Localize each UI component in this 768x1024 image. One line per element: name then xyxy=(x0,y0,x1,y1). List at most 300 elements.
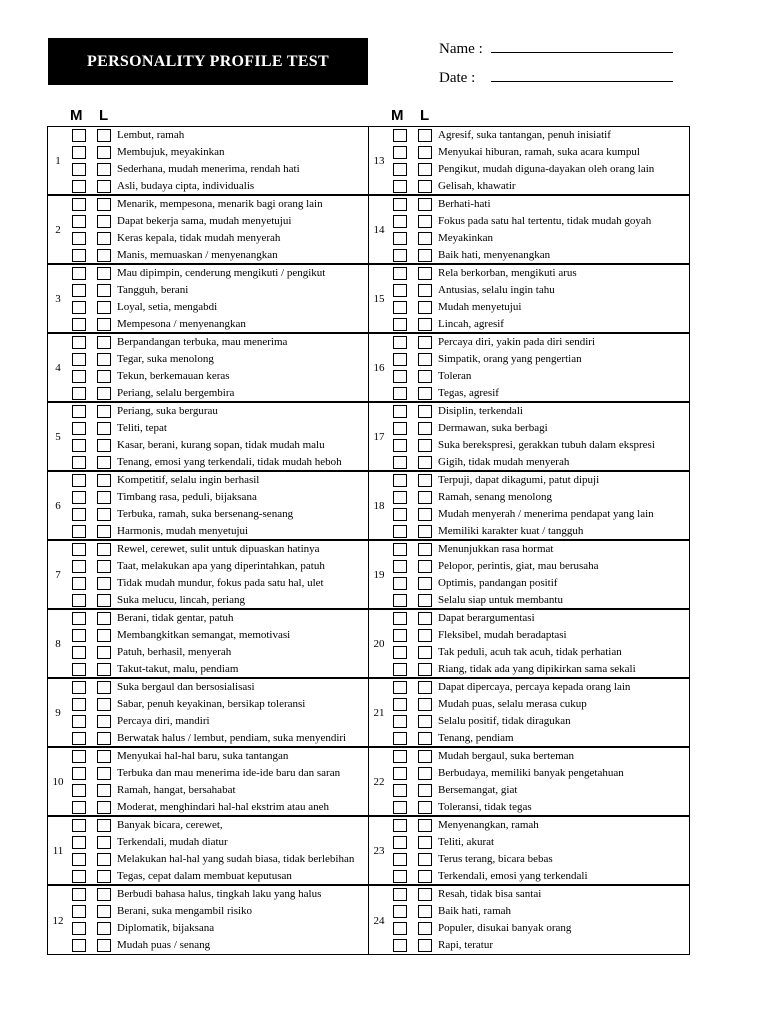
option-text: Teliti, tepat xyxy=(117,422,167,434)
most-checkbox[interactable] xyxy=(72,853,86,866)
group-number: 1 xyxy=(55,154,61,167)
most-checkbox[interactable] xyxy=(393,594,407,607)
least-checkbox[interactable] xyxy=(97,732,111,745)
least-checkbox[interactable] xyxy=(418,663,432,676)
least-checkbox[interactable] xyxy=(97,698,111,711)
least-checkbox[interactable] xyxy=(97,163,111,176)
least-checkbox[interactable] xyxy=(418,888,432,901)
least-checkbox[interactable] xyxy=(97,301,111,314)
option-row xyxy=(369,713,689,730)
least-checkbox[interactable] xyxy=(97,318,111,331)
most-checkbox[interactable] xyxy=(72,715,86,728)
question-group xyxy=(369,472,689,541)
most-checkbox[interactable] xyxy=(72,301,86,314)
most-checkbox[interactable] xyxy=(72,801,86,814)
least-checkbox[interactable] xyxy=(97,612,111,625)
most-checkbox[interactable] xyxy=(72,405,86,418)
most-checkbox[interactable] xyxy=(393,784,407,797)
most-checkbox[interactable] xyxy=(72,232,86,245)
least-checkbox[interactable] xyxy=(97,215,111,228)
most-checkbox[interactable] xyxy=(72,784,86,797)
option-row xyxy=(48,886,368,903)
most-checkbox[interactable] xyxy=(72,922,86,935)
most-checkbox[interactable] xyxy=(72,767,86,780)
option-text: Ramah, senang menolong xyxy=(438,491,552,503)
option-row xyxy=(369,368,689,385)
col-m-header-left: M xyxy=(70,107,83,124)
most-checkbox[interactable] xyxy=(393,698,407,711)
option-text: Membujuk, meyakinkan xyxy=(117,146,225,158)
most-checkbox[interactable] xyxy=(393,456,407,469)
option-row xyxy=(369,230,689,247)
most-checkbox[interactable] xyxy=(393,853,407,866)
option-row xyxy=(369,886,689,903)
most-checkbox[interactable] xyxy=(393,525,407,538)
most-checkbox[interactable] xyxy=(72,353,86,366)
option-text: Resah, tidak bisa santai xyxy=(438,888,542,900)
most-checkbox[interactable] xyxy=(393,129,407,142)
least-checkbox[interactable] xyxy=(97,474,111,487)
option-row xyxy=(48,730,368,747)
most-checkbox[interactable] xyxy=(393,180,407,193)
option-row xyxy=(369,661,689,678)
most-checkbox[interactable] xyxy=(72,370,86,383)
most-checkbox[interactable] xyxy=(393,922,407,935)
most-checkbox[interactable] xyxy=(72,129,86,142)
least-checkbox[interactable] xyxy=(97,767,111,780)
option-row xyxy=(48,575,368,592)
least-checkbox[interactable] xyxy=(418,405,432,418)
option-text: Banyak bicara, cerewet, xyxy=(117,819,223,831)
most-checkbox[interactable] xyxy=(72,750,86,763)
most-checkbox[interactable] xyxy=(72,508,86,521)
least-checkbox[interactable] xyxy=(418,819,432,832)
least-checkbox[interactable] xyxy=(97,267,111,280)
option-text: Lembut, ramah xyxy=(117,129,185,141)
question-group xyxy=(369,679,689,748)
least-checkbox[interactable] xyxy=(418,543,432,556)
most-checkbox[interactable] xyxy=(72,387,86,400)
most-checkbox[interactable] xyxy=(72,939,86,952)
least-checkbox[interactable] xyxy=(418,370,432,383)
least-checkbox[interactable] xyxy=(97,784,111,797)
option-text: Antusias, selalu ingin tahu xyxy=(438,284,555,296)
least-checkbox[interactable] xyxy=(97,663,111,676)
option-row xyxy=(369,454,689,471)
option-text: Mudah bergaul, suka berteman xyxy=(438,750,575,762)
question-group xyxy=(48,679,368,748)
option-row xyxy=(48,696,368,713)
option-row xyxy=(48,920,368,937)
option-text: Tegas, agresif xyxy=(438,387,499,399)
group-number: 15 xyxy=(373,292,385,305)
option-text: Menarik, mempesona, menarik bagi orang lain xyxy=(117,198,323,210)
most-checkbox[interactable] xyxy=(72,146,86,159)
most-checkbox[interactable] xyxy=(393,905,407,918)
option-text: Dapat dipercaya, percaya kepada orang lain xyxy=(438,681,631,693)
option-row xyxy=(369,541,689,558)
least-checkbox[interactable] xyxy=(97,284,111,297)
least-checkbox[interactable] xyxy=(97,629,111,642)
option-row xyxy=(48,748,368,765)
least-checkbox[interactable] xyxy=(418,629,432,642)
least-checkbox[interactable] xyxy=(97,836,111,849)
col-l-header-left: L xyxy=(99,107,109,124)
option-text: Loyal, setia, mengabdi xyxy=(117,301,218,313)
option-row xyxy=(48,437,368,454)
most-checkbox[interactable] xyxy=(393,646,407,659)
most-checkbox[interactable] xyxy=(72,474,86,487)
least-checkbox[interactable] xyxy=(97,715,111,728)
most-checkbox[interactable] xyxy=(393,284,407,297)
option-row xyxy=(369,644,689,661)
most-checkbox[interactable] xyxy=(72,336,86,349)
most-checkbox[interactable] xyxy=(72,888,86,901)
option-text: Pengikut, mudah diguna-dayakan oleh orang lain xyxy=(438,163,655,175)
question-group xyxy=(369,403,689,472)
most-checkbox[interactable] xyxy=(393,939,407,952)
most-checkbox[interactable] xyxy=(72,698,86,711)
least-checkbox[interactable] xyxy=(97,646,111,659)
least-checkbox[interactable] xyxy=(97,370,111,383)
least-checkbox[interactable] xyxy=(418,612,432,625)
most-checkbox[interactable] xyxy=(393,836,407,849)
option-row xyxy=(369,834,689,851)
option-text: Suka melucu, lincah, periang xyxy=(117,594,245,606)
question-group xyxy=(48,472,368,541)
most-checkbox[interactable] xyxy=(393,819,407,832)
question-group xyxy=(48,541,368,610)
least-checkbox[interactable] xyxy=(418,560,432,573)
least-checkbox[interactable] xyxy=(418,422,432,435)
most-checkbox[interactable] xyxy=(393,232,407,245)
least-checkbox[interactable] xyxy=(418,853,432,866)
least-checkbox[interactable] xyxy=(97,422,111,435)
least-checkbox[interactable] xyxy=(418,387,432,400)
option-text: Tenang, pendiam xyxy=(438,732,514,744)
most-checkbox[interactable] xyxy=(393,301,407,314)
least-checkbox[interactable] xyxy=(418,715,432,728)
most-checkbox[interactable] xyxy=(72,577,86,590)
option-row xyxy=(48,782,368,799)
most-checkbox[interactable] xyxy=(393,801,407,814)
most-checkbox[interactable] xyxy=(393,422,407,435)
least-checkbox[interactable] xyxy=(418,284,432,297)
least-checkbox[interactable] xyxy=(97,439,111,452)
question-table-left xyxy=(47,126,369,955)
most-checkbox[interactable] xyxy=(393,629,407,642)
option-text: Moderat, menghindari hal-hal ekstrim atau aneh xyxy=(117,801,329,813)
least-checkbox[interactable] xyxy=(97,508,111,521)
most-checkbox[interactable] xyxy=(393,870,407,883)
least-checkbox[interactable] xyxy=(418,336,432,349)
least-checkbox[interactable] xyxy=(418,525,432,538)
option-text: Mudah menyetujui xyxy=(438,301,522,313)
most-checkbox[interactable] xyxy=(72,732,86,745)
most-checkbox[interactable] xyxy=(393,163,407,176)
option-text: Percaya diri, mandiri xyxy=(117,715,210,727)
least-checkbox[interactable] xyxy=(97,336,111,349)
most-checkbox[interactable] xyxy=(72,594,86,607)
most-checkbox[interactable] xyxy=(72,422,86,435)
question-group xyxy=(48,196,368,265)
question-group xyxy=(369,127,689,196)
least-checkbox[interactable] xyxy=(97,405,111,418)
question-group xyxy=(369,334,689,403)
most-checkbox[interactable] xyxy=(393,474,407,487)
least-checkbox[interactable] xyxy=(97,129,111,142)
most-checkbox[interactable] xyxy=(72,646,86,659)
most-checkbox[interactable] xyxy=(393,267,407,280)
least-checkbox[interactable] xyxy=(418,474,432,487)
option-text: Rewel, cerewet, sulit untuk dipuaskan hatinya xyxy=(117,543,320,555)
least-checkbox[interactable] xyxy=(97,353,111,366)
least-checkbox[interactable] xyxy=(418,267,432,280)
option-row xyxy=(48,334,368,351)
least-checkbox[interactable] xyxy=(97,525,111,538)
group-number: 11 xyxy=(52,844,64,857)
least-checkbox[interactable] xyxy=(97,560,111,573)
least-checkbox[interactable] xyxy=(418,594,432,607)
least-checkbox[interactable] xyxy=(418,491,432,504)
option-text: Kompetitif, selalu ingin berhasil xyxy=(117,474,260,486)
least-checkbox[interactable] xyxy=(97,750,111,763)
most-checkbox[interactable] xyxy=(72,215,86,228)
option-row xyxy=(48,247,368,264)
most-checkbox[interactable] xyxy=(72,819,86,832)
least-checkbox[interactable] xyxy=(418,681,432,694)
least-checkbox[interactable] xyxy=(97,232,111,245)
least-checkbox[interactable] xyxy=(418,698,432,711)
option-text: Simpatik, orang yang pengertian xyxy=(438,353,582,365)
most-checkbox[interactable] xyxy=(72,836,86,849)
least-checkbox[interactable] xyxy=(97,681,111,694)
least-checkbox[interactable] xyxy=(418,767,432,780)
option-text: Tegas, cepat dalam membuat keputusan xyxy=(117,870,292,882)
least-checkbox[interactable] xyxy=(418,163,432,176)
most-checkbox[interactable] xyxy=(72,163,86,176)
least-checkbox[interactable] xyxy=(97,905,111,918)
least-checkbox[interactable] xyxy=(418,508,432,521)
most-checkbox[interactable] xyxy=(393,750,407,763)
option-text: Terbuka, ramah, suka bersenang-senang xyxy=(117,508,294,520)
name-field[interactable] xyxy=(439,38,673,58)
most-checkbox[interactable] xyxy=(393,215,407,228)
most-checkbox[interactable] xyxy=(72,612,86,625)
page-title: PERSONALITY PROFILE TEST xyxy=(48,38,368,85)
least-checkbox[interactable] xyxy=(97,870,111,883)
option-text: Melakukan hal-hal yang sudah biasa, tidak berlebihan xyxy=(117,853,355,865)
question-table-right xyxy=(368,126,690,955)
least-checkbox[interactable] xyxy=(97,249,111,262)
most-checkbox[interactable] xyxy=(393,767,407,780)
most-checkbox[interactable] xyxy=(393,198,407,211)
option-text: Berani, tidak gentar, patuh xyxy=(117,612,234,624)
most-checkbox[interactable] xyxy=(393,681,407,694)
most-checkbox[interactable] xyxy=(72,525,86,538)
option-text: Manis, memuaskan / menyenangkan xyxy=(117,249,278,261)
date-field[interactable] xyxy=(439,67,673,87)
least-checkbox[interactable] xyxy=(97,543,111,556)
least-checkbox[interactable] xyxy=(418,318,432,331)
least-checkbox[interactable] xyxy=(418,836,432,849)
group-number: 6 xyxy=(55,499,61,512)
least-checkbox[interactable] xyxy=(418,439,432,452)
most-checkbox[interactable] xyxy=(72,318,86,331)
least-checkbox[interactable] xyxy=(97,577,111,590)
option-row xyxy=(48,799,368,816)
option-row xyxy=(48,454,368,471)
option-row xyxy=(369,799,689,816)
least-checkbox[interactable] xyxy=(97,922,111,935)
most-checkbox[interactable] xyxy=(393,663,407,676)
most-checkbox[interactable] xyxy=(393,732,407,745)
option-text: Tenang, emosi yang terkendali, tidak mudah heboh xyxy=(117,456,342,468)
most-checkbox[interactable] xyxy=(72,456,86,469)
most-checkbox[interactable] xyxy=(72,439,86,452)
least-checkbox[interactable] xyxy=(97,456,111,469)
most-checkbox[interactable] xyxy=(393,387,407,400)
least-checkbox[interactable] xyxy=(418,232,432,245)
most-checkbox[interactable] xyxy=(72,905,86,918)
option-row xyxy=(48,316,368,333)
least-checkbox[interactable] xyxy=(97,853,111,866)
option-text: Mudah menyerah / menerima pendapat yang lain xyxy=(438,508,654,520)
least-checkbox[interactable] xyxy=(418,577,432,590)
least-checkbox[interactable] xyxy=(97,491,111,504)
option-text: Mempesona / menyenangkan xyxy=(117,318,246,330)
option-text: Rela berkorban, mengikuti arus xyxy=(438,267,577,279)
option-text: Baik hati, menyenangkan xyxy=(438,249,551,261)
least-checkbox[interactable] xyxy=(97,198,111,211)
most-checkbox[interactable] xyxy=(393,249,407,262)
least-checkbox[interactable] xyxy=(97,888,111,901)
option-row xyxy=(48,282,368,299)
most-checkbox[interactable] xyxy=(72,870,86,883)
least-checkbox[interactable] xyxy=(418,801,432,814)
least-checkbox[interactable] xyxy=(418,301,432,314)
least-checkbox[interactable] xyxy=(97,146,111,159)
most-checkbox[interactable] xyxy=(393,888,407,901)
most-checkbox[interactable] xyxy=(393,405,407,418)
option-text: Patuh, berhasil, menyerah xyxy=(117,646,232,658)
option-row xyxy=(48,178,368,195)
most-checkbox[interactable] xyxy=(72,629,86,642)
most-checkbox[interactable] xyxy=(393,318,407,331)
group-number: 16 xyxy=(373,361,385,374)
question-group xyxy=(48,817,368,886)
most-checkbox[interactable] xyxy=(72,543,86,556)
least-checkbox[interactable] xyxy=(418,922,432,935)
least-checkbox[interactable] xyxy=(418,353,432,366)
name-label: Name : xyxy=(439,41,483,57)
option-text: Berbudaya, memiliki banyak pengetahuan xyxy=(438,767,624,779)
least-checkbox[interactable] xyxy=(418,750,432,763)
option-row xyxy=(369,903,689,920)
option-text: Menunjukkan rasa hormat xyxy=(438,543,554,555)
col-l-header-right: L xyxy=(420,107,430,124)
least-checkbox[interactable] xyxy=(97,180,111,193)
option-row xyxy=(369,920,689,937)
least-checkbox[interactable] xyxy=(97,801,111,814)
least-checkbox[interactable] xyxy=(418,129,432,142)
least-checkbox[interactable] xyxy=(418,146,432,159)
most-checkbox[interactable] xyxy=(393,146,407,159)
most-checkbox[interactable] xyxy=(72,560,86,573)
most-checkbox[interactable] xyxy=(72,284,86,297)
least-checkbox[interactable] xyxy=(418,784,432,797)
most-checkbox[interactable] xyxy=(393,439,407,452)
least-checkbox[interactable] xyxy=(418,180,432,193)
option-text: Kasar, berani, kurang sopan, tidak mudah malu xyxy=(117,439,325,451)
name-input-line[interactable] xyxy=(491,38,673,53)
least-checkbox[interactable] xyxy=(97,594,111,607)
group-number: 17 xyxy=(373,430,385,443)
option-row xyxy=(48,351,368,368)
option-text: Berbudi bahasa halus, tingkah laku yang halus xyxy=(117,888,322,900)
option-row xyxy=(48,541,368,558)
most-checkbox[interactable] xyxy=(393,715,407,728)
option-row xyxy=(48,506,368,523)
most-checkbox[interactable] xyxy=(72,180,86,193)
date-input-line[interactable] xyxy=(491,67,673,82)
option-text: Berhati-hati xyxy=(438,198,491,210)
least-checkbox[interactable] xyxy=(97,387,111,400)
most-checkbox[interactable] xyxy=(393,560,407,573)
option-text: Percaya diri, yakin pada diri sendiri xyxy=(438,336,596,348)
least-checkbox[interactable] xyxy=(418,456,432,469)
least-checkbox[interactable] xyxy=(418,732,432,745)
most-checkbox[interactable] xyxy=(72,198,86,211)
least-checkbox[interactable] xyxy=(418,905,432,918)
most-checkbox[interactable] xyxy=(393,543,407,556)
option-text: Terpuji, dapat dikagumi, patut dipuji xyxy=(438,474,600,486)
least-checkbox[interactable] xyxy=(418,198,432,211)
least-checkbox[interactable] xyxy=(97,819,111,832)
most-checkbox[interactable] xyxy=(393,491,407,504)
option-row xyxy=(48,834,368,851)
most-checkbox[interactable] xyxy=(72,249,86,262)
option-row xyxy=(369,558,689,575)
most-checkbox[interactable] xyxy=(393,353,407,366)
option-text: Baik hati, ramah xyxy=(438,905,512,917)
option-text: Selalu positif, tidak diragukan xyxy=(438,715,571,727)
most-checkbox[interactable] xyxy=(72,267,86,280)
least-checkbox[interactable] xyxy=(418,939,432,952)
group-number: 14 xyxy=(373,223,385,236)
least-checkbox[interactable] xyxy=(418,870,432,883)
option-row xyxy=(369,506,689,523)
least-checkbox[interactable] xyxy=(418,249,432,262)
option-row xyxy=(48,851,368,868)
least-checkbox[interactable] xyxy=(97,939,111,952)
least-checkbox[interactable] xyxy=(418,646,432,659)
most-checkbox[interactable] xyxy=(72,681,86,694)
most-checkbox[interactable] xyxy=(393,577,407,590)
most-checkbox[interactable] xyxy=(72,663,86,676)
least-checkbox[interactable] xyxy=(418,215,432,228)
most-checkbox[interactable] xyxy=(72,491,86,504)
option-text: Mudah puas, selalu merasa cukup xyxy=(438,698,587,710)
most-checkbox[interactable] xyxy=(393,508,407,521)
option-row xyxy=(369,385,689,402)
most-checkbox[interactable] xyxy=(393,370,407,383)
option-text: Populer, disukai banyak orang xyxy=(438,922,572,934)
most-checkbox[interactable] xyxy=(393,612,407,625)
most-checkbox[interactable] xyxy=(393,336,407,349)
option-text: Tidak mudah mundur, fokus pada satu hal, ulet xyxy=(117,577,324,589)
option-text: Menyukai hal-hal baru, suka tantangan xyxy=(117,750,289,762)
